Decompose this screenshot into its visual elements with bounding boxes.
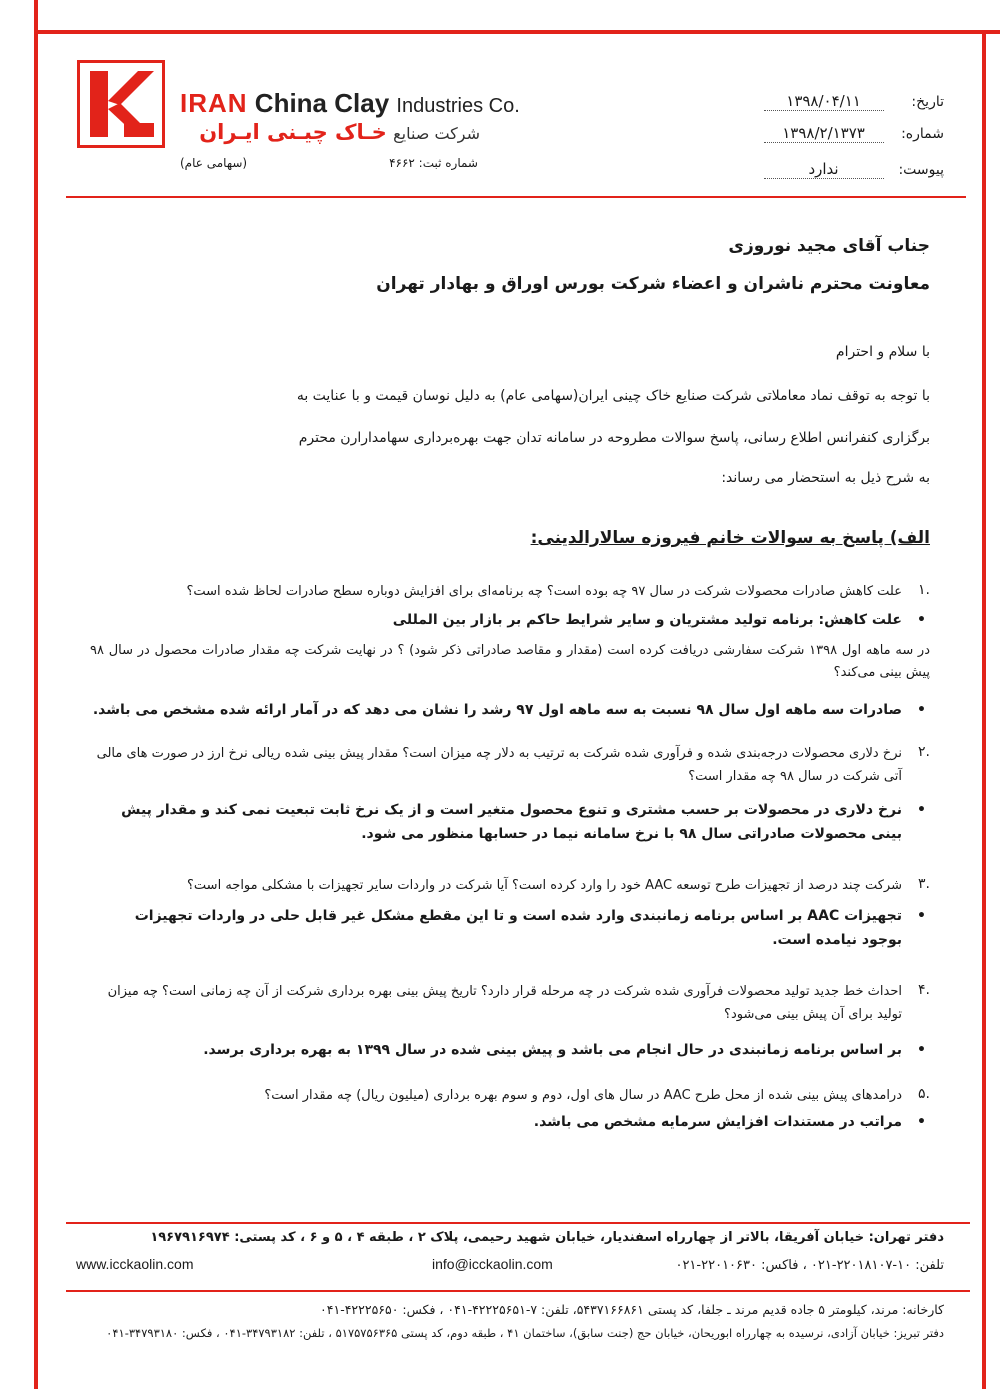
addressee-name: جناب آقای مجید نوروزی xyxy=(728,236,930,256)
question-3: شرکت چند درصد از تجهیزات طرح توسعه AAC خود را وارد کرده است؟ آیا شرکت در واردات سایر تجهیزات با مشکلی مواجه است؟ xyxy=(187,878,902,893)
number-value: ۱۳۹۸/۲/۱۳۷۳ xyxy=(764,124,884,143)
item-number: .۲ xyxy=(918,744,930,760)
question-1: علت کاهش صادرات محصولات شرکت در سال ۹۷ چه بوده است؟ چه برنامه‌ای برای افزایش دوباره سطح صادرات لحاظ شده است؟ xyxy=(186,584,902,599)
page-border-left xyxy=(34,0,38,1389)
answer-3: • تجهیزات AAC بر اساس برنامه زمانبندی وارد شده است و تا این مقطع مشکل غیر قابل حلی در واردات تجهیزات بوجود نیامده است. xyxy=(134,908,926,948)
brand-fa-big: خـاک چیـنی ایـران xyxy=(199,120,387,144)
question-4: احداث خط جدید تولید محصولات فرآوری شده شرکت در چه مرحله قرار دارد؟ تاریخ پیش بینی بهره برداری شرکت از آن چه زمانی است؟ چه میزان تولید برای آن پیش بینی می‌شود؟ xyxy=(107,984,902,1022)
kaolin-k-logo-icon xyxy=(80,63,162,145)
brand-industries: Industries Co. xyxy=(396,95,520,117)
date-value: ۱۳۹۸/۰۴/۱۱ xyxy=(764,92,884,111)
attachment-row xyxy=(764,160,944,179)
intro-line-3: به شرح ذیل به استحضار می رساند: xyxy=(721,470,930,486)
date-label: تاریخ: xyxy=(911,94,944,110)
question-2: نرخ دلاری محصولات درجه‌بندی شده و فرآوری شده شرکت به ترتیب به دلار چه میزان است؟ مقدار پیش بینی شده ریالی نرخ ارز در صورت های مالی آتی شرکت در سال ۹۸ چه مقدار است؟ xyxy=(96,746,902,784)
question-5: درامدهای پیش بینی شده از محل طرح AAC در سال های اول، دوم و سوم بهره برداری (میلیون ریال) چه مقدار است؟ xyxy=(264,1088,902,1103)
intro-line-2: برگزاری کنفرانس اطلاع رسانی، پاسخ سوالات مطروحه در سامانه تدان جهت بهره‌برداری سهامدارارن محترم xyxy=(298,430,930,446)
answer-4: • بر اساس برنامه زمانبندی در حال انجام می باشد و پیش بینی شده در سال ۱۳۹۹ به بهره برداری برسد. xyxy=(203,1042,926,1058)
header-divider xyxy=(66,196,966,198)
answer-2: • نرخ دلاری در محصولات بر حسب مشتری و تنوع محصول متغیر است و از یک نرخ ثابت تبعیت نمی کند و مقدار پیش بینی محصولات صادراتی سال ۹۸ با نرخ سامانه نیما در حسابها منظور می شود. xyxy=(121,802,926,842)
footer-tabriz-office: دفتر تبریز: خیابان آزادی، نرسیده به چهارراه ابوریحان، خیابان حج (جنت سابق)، ساختمان ۴۱ ، طبقه دوم، کد پستی ۵۱۷۵۷۵۶۳۶۵ ، تلفن: ۳۴۷۹۳۱۸۲-۰۴۱ ، فکس: ۳۴۷۹۳۱۸۰-۰۴۱ xyxy=(106,1326,944,1340)
answer-3-text: تجهیزات AAC بر اساس برنامه زمانبندی وارد شده است و تا این مقطع مشکل غیر قابل حلی در واردات تجهیزات بوجود نیامده است. xyxy=(134,908,902,948)
answer-2-text: نرخ دلاری در محصولات بر حسب مشتری و تنوع محصول متغیر است و از یک نرخ ثابت تبعیت نمی کند و مقدار پیش بینی محصولات صادراتی سال ۹۸ با نرخ سامانه نیما در حسابها منظور می شود. xyxy=(121,802,902,842)
answer-1-sub: • صادرات سه ماهه اول سال ۹۸ نسبت به سه ماهه اول ۹۷ رشد را نشان می دهد که در آمار ارائه شده مشخص می باشد. xyxy=(92,702,926,718)
answer-5-text: مراتب در مستندات افزایش سرمایه مشخص می باشد. xyxy=(533,1114,902,1130)
greeting: با سلام و احترام xyxy=(835,344,930,360)
footer-email[interactable]: info@icckaolin.com xyxy=(432,1256,553,1272)
brand-china-clay: China Clay xyxy=(254,88,390,118)
answer-1: • علت کاهش: برنامه تولید مشتریان و سایر شرایط حاکم بر بازار بین المللی xyxy=(392,612,926,628)
item-number: .۵ xyxy=(918,1086,930,1102)
footer-website[interactable]: www.icckaolin.com xyxy=(76,1256,194,1272)
footer-divider-bottom xyxy=(66,1290,970,1292)
number-row xyxy=(764,124,944,143)
item-number: .۳ xyxy=(918,876,930,892)
item-number: .۱ xyxy=(918,582,930,598)
item-number: .۴ xyxy=(918,982,930,998)
company-type: (سهامی عام) xyxy=(180,156,248,170)
brand-fa-small: شرکت صنایع xyxy=(393,124,480,143)
footer-divider-top xyxy=(66,1222,970,1224)
footer-tehran-office: دفتر تهران: خیابان آفریقا، بالاتر از چهارراه اسفندیار، خیابان شهید رحیمی، پلاک ۲ ، طبقه ۴ ، ۵ و ۶ ، کد پستی: ۱۹۶۷۹۱۶۹۷۴ xyxy=(150,1230,944,1245)
brand-english xyxy=(180,88,520,119)
answer-1-text: علت کاهش: برنامه تولید مشتریان و سایر شرایط حاکم بر بازار بین المللی xyxy=(392,612,902,628)
attachment-value: ندارد xyxy=(764,160,884,179)
answer-4-text: بر اساس برنامه زمانبندی در حال انجام می باشد و پیش بینی شده در سال ۱۳۹۹ به بهره برداری برسد. xyxy=(203,1042,902,1058)
answer-5: • مراتب در مستندات افزایش سرمایه مشخص می باشد. xyxy=(533,1114,926,1130)
number-label: شماره: xyxy=(901,126,944,142)
footer-factory: کارخانه: مرند، کیلومتر ۵ جاده قدیم مرند ـ جلفا، کد پستی ۵۴۳۷۱۶۶۸۶۱، تلفن: ۷-۴۲۲۲۵۶۵۱-۰۴۱ ، فکس: ۴۲۲۲۵۶۵۰-۰۴۱ xyxy=(320,1302,944,1317)
answer-1-sub-text: صادرات سه ماهه اول سال ۹۸ نسبت به سه ماهه اول ۹۷ رشد را نشان می دهد که در آمار ارائه شده مشخص می باشد. xyxy=(92,702,902,718)
brand-persian xyxy=(180,120,480,144)
company-logo xyxy=(77,60,165,148)
page-border-top xyxy=(34,30,1000,34)
section-title: الف) پاسخ به سوالات خانم فیروزه سالارالدینی: xyxy=(530,528,930,548)
footer-tehran-phone: تلفن: ۱۰-۲۲۰۱۸۱۰۷-۰۲۱ ، فاکس: ۲۲۰۱۰۶۳۰-۰۲۱ xyxy=(675,1258,944,1273)
intro-line-1: با توجه به توقف نماد معاملاتی شرکت صنایع خاک چینی ایران(سهامی عام) به دلیل نوسان قیمت و با عنایت به xyxy=(296,388,930,404)
page-border-right xyxy=(982,30,986,1389)
date-row xyxy=(764,92,944,111)
registration-number: شماره ثبت: ۴۶۶۲ xyxy=(389,156,478,170)
question-1-sub: در سه ماهه اول ۱۳۹۸ شرکت سفارشی دریافت کرده است (مقدار و مقاصد صادراتی ذکر شود) ؟ در نهایت شرکت چه مقدار صادرات محصول در سال ۹۸ پیش بینی می‌کند؟ xyxy=(90,643,930,680)
attachment-label: پیوست: xyxy=(898,162,944,178)
addressee-title: معاونت محترم ناشران و اعضاء شرکت بورس اوراق و بهادار تهران xyxy=(376,274,930,294)
brand-iran: IRAN xyxy=(180,88,248,118)
